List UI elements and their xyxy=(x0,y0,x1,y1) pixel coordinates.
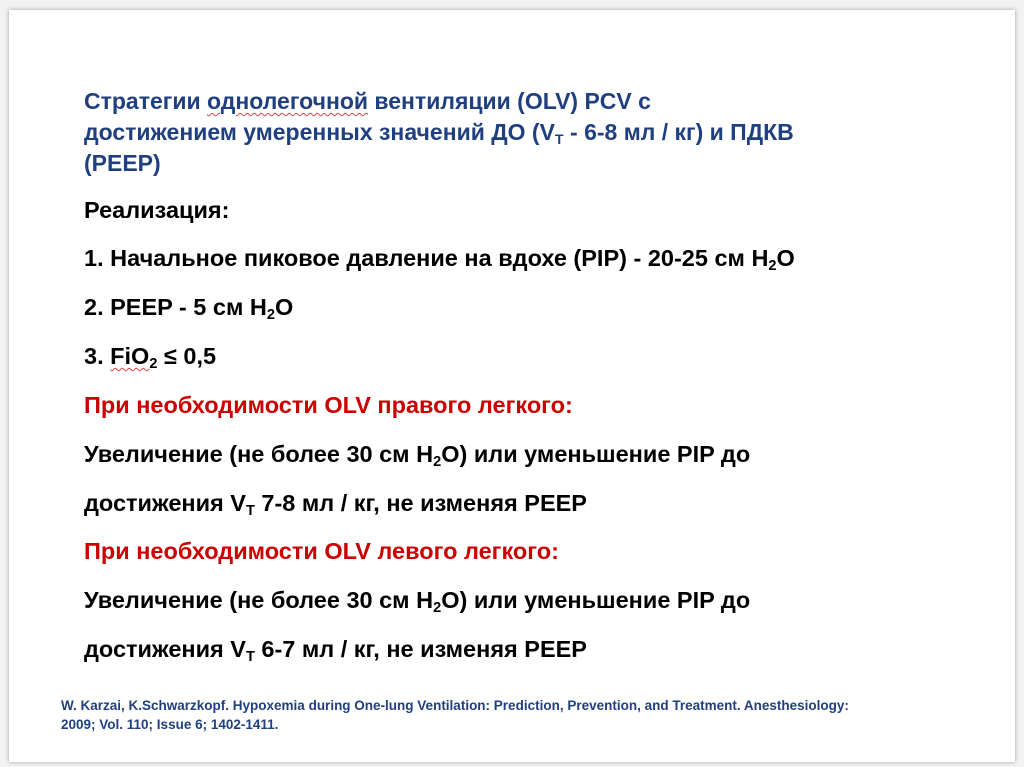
subscript: 2 xyxy=(266,307,275,324)
title-text: Стратегии xyxy=(84,88,208,114)
list-item-text: 2. PEEP - 5 см H xyxy=(84,294,267,320)
list-item-text: ≤ 0,5 xyxy=(157,343,217,369)
slide xyxy=(9,10,1015,762)
body-text: Увеличение (не более 30 см H xyxy=(84,441,434,467)
body-text: O) или уменьшение PIP до xyxy=(441,441,751,467)
body-text: достижения V xyxy=(84,636,246,662)
citation-line: 2009; Vol. 110; Issue 6; 1402-1411. xyxy=(61,717,279,732)
list-item-peep xyxy=(84,293,294,324)
spellcheck-word: FiO xyxy=(110,343,150,369)
body-text: O) или уменьшение PIP до xyxy=(441,587,751,613)
body-text: достижения V xyxy=(84,490,246,516)
list-item-text: O xyxy=(274,294,294,320)
subscript: T xyxy=(245,503,255,520)
right-lung-heading: При необходимости OLV правого легкого: xyxy=(84,392,573,418)
title-subscript: T xyxy=(554,131,564,148)
title-text: - 6-8 мл / кг) и ПДКВ xyxy=(563,119,794,145)
left-lung-line-1 xyxy=(84,586,751,617)
title-text: вентиляции (OLV) PCV с xyxy=(368,88,651,114)
subscript: 2 xyxy=(433,600,442,617)
list-item-text: 1. Начальное пиковое давление на вдохе (PIP) - 20-25 см H xyxy=(84,245,769,271)
slide-title xyxy=(84,86,984,179)
subscript: 2 xyxy=(433,454,442,471)
right-lung-line-2 xyxy=(84,489,587,520)
subscript: 2 xyxy=(768,258,777,275)
left-lung-line-2 xyxy=(84,635,587,666)
realization-heading: Реализация: xyxy=(84,197,230,223)
title-spellcheck-word: однолегочной xyxy=(207,88,369,114)
list-item-pip xyxy=(84,244,795,275)
list-item-fio2 xyxy=(84,342,217,373)
body-text: Увеличение (не более 30 см H xyxy=(84,587,434,613)
list-item-text: 3. xyxy=(84,343,111,369)
citation xyxy=(61,696,961,734)
title-text: (PEEP) xyxy=(84,150,161,176)
list-item-text: O xyxy=(776,245,795,271)
subscript: T xyxy=(245,649,255,666)
right-lung-line-1 xyxy=(84,440,751,471)
citation-line: W. Karzai, K.Schwarzkopf. Hypoxemia during One-lung Ventilation: Prediction, Prevention, and Treatment. Anesthesiology: xyxy=(61,698,849,713)
subscript: 2 xyxy=(149,356,158,373)
body-text: 7-8 мл / кг, не изменяя PEEP xyxy=(254,490,587,516)
title-text: достижением умеренных значений ДО (V xyxy=(84,119,555,145)
left-lung-heading: При необходимости OLV левого легкого: xyxy=(84,538,559,564)
body-text: 6-7 мл / кг, не изменяя PEEP xyxy=(254,636,587,662)
